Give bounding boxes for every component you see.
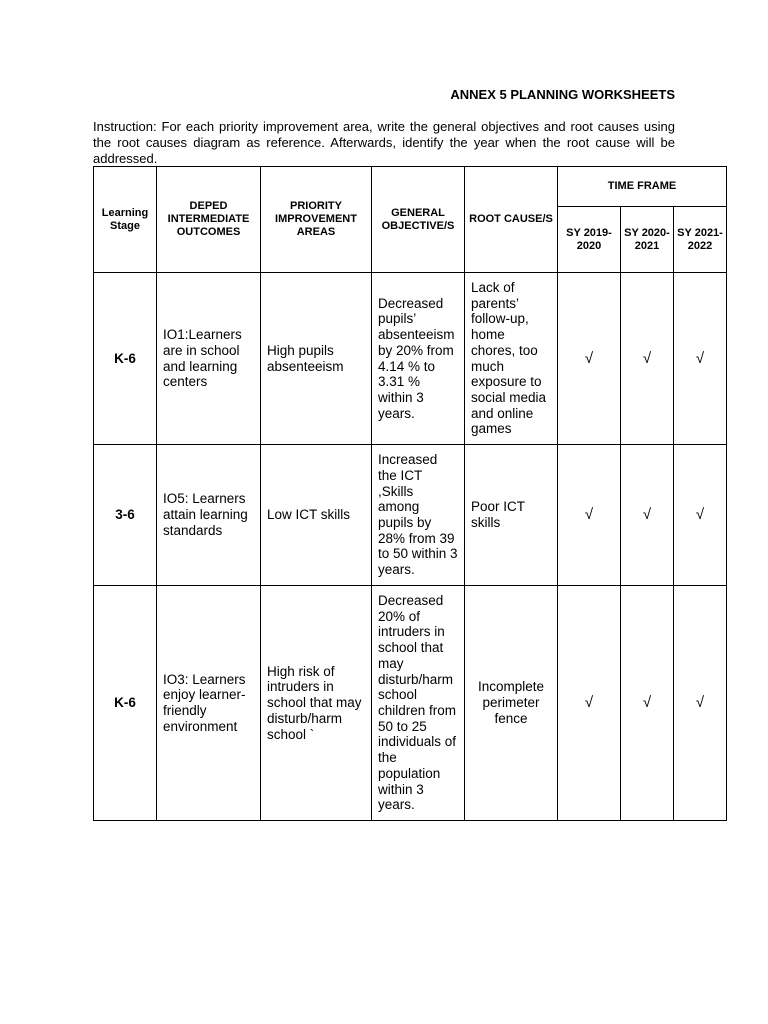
header-time-frame: TIME FRAME — [558, 167, 727, 207]
check-mark: √ — [621, 273, 674, 445]
objective-text: Decreased 20% of intruders in school that may disturb/harm school children from 50 to 25 individuals of the population within 3 years. — [378, 593, 457, 813]
root-cause-cell — [465, 445, 558, 586]
check-mark: √ — [558, 445, 621, 586]
outcome-text: IO1:Learners are in school and learning centers — [163, 327, 242, 390]
planning-worksheet-table — [93, 166, 727, 821]
check-mark: √ — [558, 586, 621, 821]
header-year-2020-2021: SY 2020-2021 — [621, 207, 674, 273]
table-row — [94, 586, 727, 821]
table-row — [94, 445, 727, 586]
area-text: High pupils absenteeism — [267, 342, 344, 374]
learning-stage-cell: K-6 — [94, 273, 157, 445]
area-text: Low ICT skills — [267, 507, 351, 523]
outcome-text: IO5: Learners attain learning standards — [163, 491, 248, 538]
area-cell — [261, 273, 372, 445]
header-deped-outcomes: DEPED INTERMEDIATE OUTCOMES — [157, 167, 261, 273]
outcome-text: IO3: Learners enjoy learner-friendly environment — [163, 671, 246, 734]
objective-text: Increased the ICT ,Skills among pupils by 28% from 39 to 50 within 3 years. — [378, 452, 458, 578]
learning-stage-cell: K-6 — [94, 586, 157, 821]
objective-text: Decreased pupils’ absenteeism by 20% from 4.14 % to 3.31 % within 3 years. — [378, 295, 455, 421]
area-cell — [261, 445, 372, 586]
outcome-cell — [157, 273, 261, 445]
root-cause-text: Incomplete perimeter fence — [477, 679, 545, 726]
check-mark: √ — [621, 586, 674, 821]
root-cause-text: Poor ICT skills — [471, 499, 525, 530]
check-mark: √ — [674, 445, 727, 586]
objective-cell — [372, 586, 465, 821]
objective-cell — [372, 273, 465, 445]
table-row — [94, 273, 727, 445]
root-cause-text: Lack of parents’ follow-up, home chores, too much exposure to social media and online games — [471, 279, 547, 437]
check-mark: √ — [674, 273, 727, 445]
check-mark: √ — [558, 273, 621, 445]
root-cause-cell — [465, 586, 558, 821]
check-mark: √ — [621, 445, 674, 586]
header-general-objectives: GENERAL OBJECTIVE/S — [372, 167, 465, 273]
outcome-cell — [157, 445, 261, 586]
header-learning-stage: Learning Stage — [94, 167, 157, 273]
root-cause-cell — [465, 273, 558, 445]
page-title: ANNEX 5 PLANNING WORKSHEETS — [450, 87, 675, 102]
check-mark: √ — [674, 586, 727, 821]
header-priority-areas: PRIORITY IMPROVEMENT AREAS — [261, 167, 372, 273]
header-row — [94, 167, 727, 207]
header-root-causes: ROOT CAUSE/S — [465, 167, 558, 273]
header-year-2019-2020: SY 2019-2020 — [558, 207, 621, 273]
outcome-cell — [157, 586, 261, 821]
header-year-2021-2022: SY 2021-2022 — [674, 207, 727, 273]
objective-cell — [372, 445, 465, 586]
learning-stage-cell: 3-6 — [94, 445, 157, 586]
area-cell — [261, 586, 372, 821]
instruction-text: Instruction: For each priority improvement area, write the general objectives and root causes using the root causes diagram as reference. Afterwards, identify the year when the root cause will be addressed. — [93, 119, 675, 166]
area-text: High risk of intruders in school that may disturb/harm school ` — [267, 663, 362, 742]
